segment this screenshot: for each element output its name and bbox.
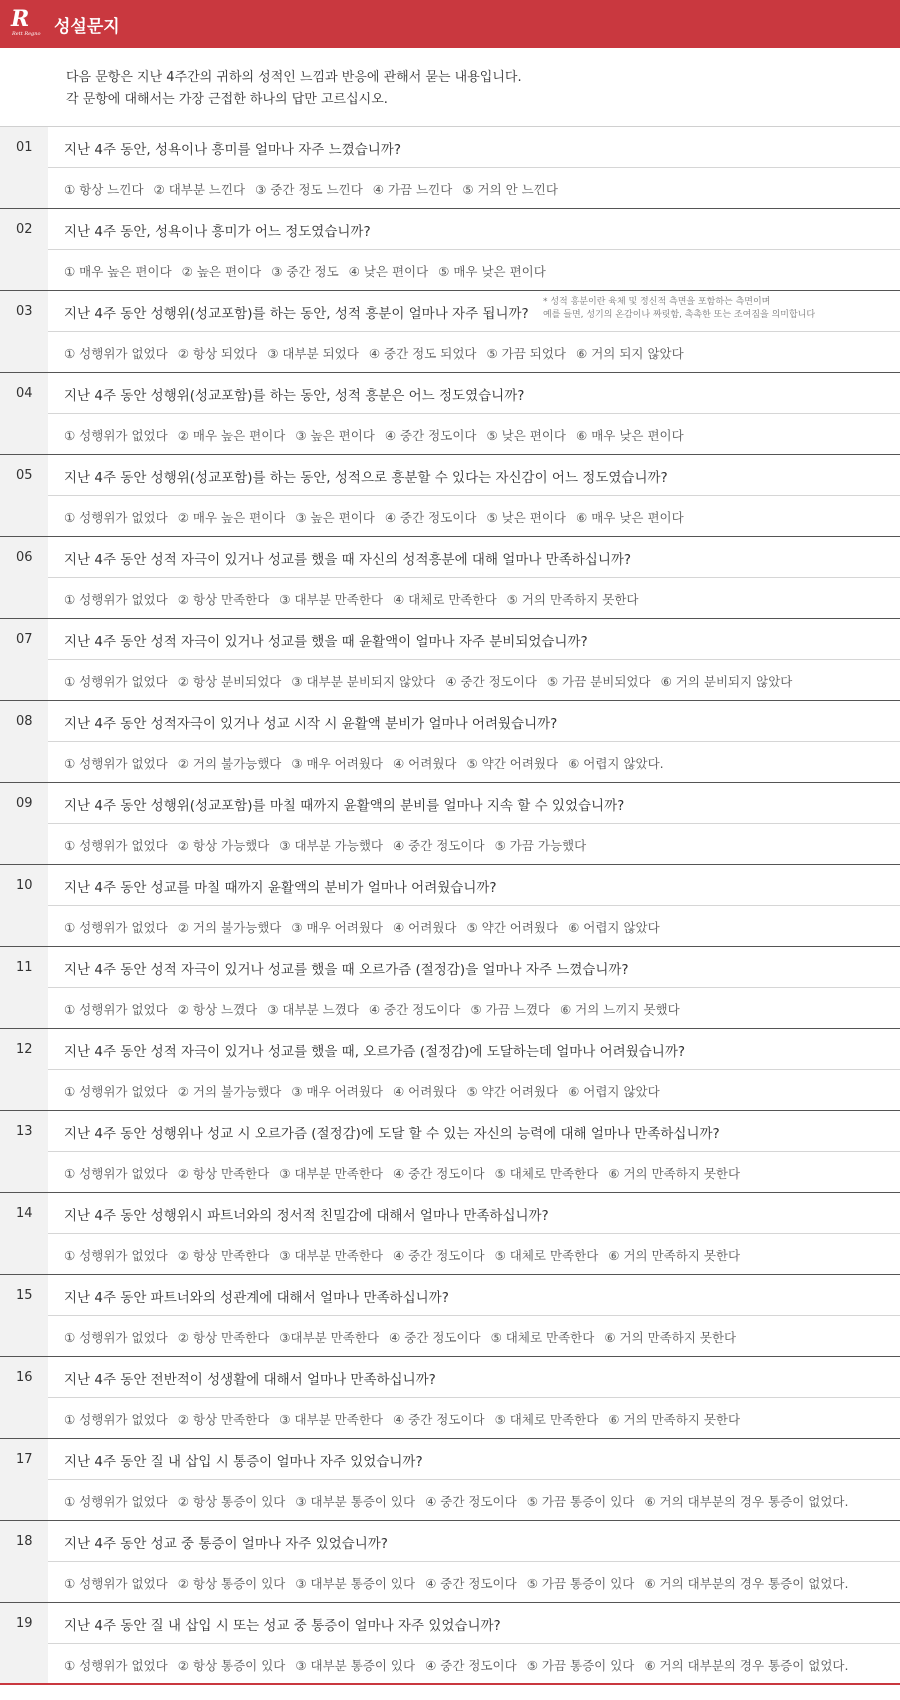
question-row [0,619,900,701]
answer-option[interactable]: ⑥ 매우 낮은 편이다 [576,428,684,443]
answer-option[interactable]: ⑥ 거의 대부분의 경우 통증이 없었다. [644,1576,849,1591]
answer-options [48,414,900,454]
question-body [48,1603,900,1683]
answer-option[interactable]: ① 성행위가 없었다 [64,592,168,607]
answer-option[interactable]: ⑥ 거의 만족하지 못한다 [608,1412,741,1427]
question-row [0,1029,900,1111]
answer-option[interactable]: ① 매우 높은 편이다 [64,264,172,279]
answer-option[interactable]: ② 항상 느꼈다 [177,1002,258,1017]
answer-option[interactable]: ⑥ 어렵지 않았다 [568,1084,660,1099]
question-body [48,1439,900,1520]
answer-option[interactable]: ① 성행위가 없었다 [64,1084,168,1099]
question-body [48,1111,900,1192]
question-body [48,1357,900,1438]
question-number: 19 [0,1603,48,1683]
answer-option[interactable]: ⑥ 거의 대부분의 경우 통증이 없었다. [644,1494,849,1509]
answer-option[interactable]: ⑥ 거의 대부분의 경우 통증이 없었다. [644,1658,849,1673]
answer-options [48,906,900,946]
answer-option[interactable]: ③ 대부분 분비되지 않았다 [291,674,436,689]
answer-option[interactable]: ④ 어려웠다 [392,920,457,935]
answer-option[interactable]: ⑥ 거의 되지 않았다 [576,346,684,361]
answer-options [48,496,900,536]
question-list [0,127,900,1685]
answer-options [48,1480,900,1520]
answer-options [48,988,900,1028]
answer-option[interactable]: ④ 중간 정도이다 [425,1576,517,1591]
answer-option[interactable]: ③ 대부분 통증이 있다 [295,1494,416,1509]
question-row [0,1439,900,1521]
intro-line-1: 다음 문항은 지난 4주간의 귀하의 성적인 느낌과 반응에 관해서 묻는 내용입니다. [66,70,522,85]
question-row [0,865,900,947]
answer-option[interactable]: ⑤ 가끔 되었다 [486,346,567,361]
answer-option[interactable]: ③ 대부분 만족한다 [279,1248,383,1263]
answer-option[interactable]: ② 매우 높은 편이다 [177,428,286,443]
answer-option[interactable]: ⑤ 약간 어려웠다 [466,756,559,771]
question-number: 16 [0,1357,48,1438]
question-number: 12 [0,1029,48,1110]
answer-option[interactable]: ② 거의 불가능했다 [177,920,282,935]
answer-option[interactable]: ⑤ 낮은 편이다 [486,510,567,525]
answer-option[interactable]: ② 항상 되었다 [177,346,258,361]
answer-option[interactable]: ② 항상 통증이 있다 [177,1494,286,1509]
question-number: 17 [0,1439,48,1520]
answer-option[interactable]: ⑤ 약간 어려웠다 [466,920,559,935]
answer-options [48,1234,900,1274]
question-text: 지난 4주 동안 성적 자극이 있거나 성교를 했을 때, 오르가즘 (절정감)에 도달하는데 얼마나 어려웠습니까? [48,1029,900,1070]
answer-option[interactable]: ④ 중간 정도 되었다 [368,346,477,361]
answer-option[interactable]: ④ 중간 정도이다 [384,510,477,525]
question-number: 15 [0,1275,48,1356]
question-row [0,701,900,783]
question-body [48,373,900,454]
question-number: 09 [0,783,48,864]
question-body [48,947,900,1028]
answer-option[interactable]: ⑤ 가끔 느꼈다 [470,1002,550,1017]
answer-option[interactable]: ④ 중간 정도이다 [392,1412,485,1427]
question-body [48,1521,900,1602]
answer-option[interactable]: ① 성행위가 없었다 [64,756,168,771]
question-number: 08 [0,701,48,782]
answer-options [48,1152,900,1192]
answer-option[interactable]: ④ 중간 정도이다 [425,1658,517,1673]
question-body [48,537,900,618]
answer-option[interactable]: ② 항상 분비되었다 [177,674,282,689]
answer-option[interactable]: ③ 매우 어려웠다 [291,756,383,771]
question-number: 11 [0,947,48,1028]
answer-option[interactable]: ⑥ 어렵지 않았다 [568,920,660,935]
question-body [48,1275,900,1356]
answer-option[interactable]: ② 항상 만족한다 [177,1248,270,1263]
question-body [48,701,900,782]
question-text: 지난 4주 동안 성적자극이 있거나 성교 시작 시 윤활액 분비가 얼마나 어려웠습니까? [48,701,900,742]
answer-option[interactable]: ③ 대부분 되었다 [267,346,359,361]
answer-option[interactable]: ⑥ 매우 낮은 편이다 [576,510,684,525]
question-number: 04 [0,373,48,454]
question-number: 02 [0,209,48,290]
question-row [0,1603,900,1685]
answer-option[interactable]: ① 성행위가 없었다 [64,1002,168,1017]
answer-option[interactable]: ④ 중간 정도이다 [445,674,537,689]
question-row [0,455,900,537]
answer-options [48,1644,900,1684]
answer-option[interactable]: ② 항상 통증이 있다 [177,1658,286,1673]
answer-options [48,1562,900,1602]
question-number: 05 [0,455,48,536]
answer-option[interactable]: ③ 대부분 만족한다 [279,592,383,607]
intro-line-2: 각 문항에 대해서는 가장 근접한 하나의 답만 고르십시오. [66,92,388,107]
answer-option[interactable]: ④ 어려웠다 [392,1084,457,1099]
answer-option[interactable]: ① 성행위가 없었다 [64,1576,168,1591]
question-row [0,127,900,209]
answer-option[interactable]: ① 성행위가 없었다 [64,1412,168,1427]
question-note-line: 예를 들면, 성기의 온감이나 짜릿함, 촉촉한 또는 조여짐을 의미합니다 [543,310,816,320]
answer-option[interactable]: ② 항상 만족한다 [177,1412,270,1427]
answer-option[interactable]: ⑤ 가끔 통증이 있다 [526,1658,635,1673]
answer-option[interactable]: ④ 중간 정도이다 [368,1002,461,1017]
question-note [543,296,815,322]
answer-option[interactable]: ③ 매우 어려웠다 [291,920,383,935]
question-number: 01 [0,127,48,208]
question-body [48,619,900,700]
question-row [0,1521,900,1603]
question-row [0,373,900,455]
answer-options [48,824,900,864]
answer-option[interactable]: ⑤ 가끔 분비되었다 [546,674,651,689]
question-text: 지난 4주 동안 성적 자극이 있거나 성교를 했을 때 윤활액이 얼마나 자주 분비되었습니까? [48,619,900,660]
answer-option[interactable]: ④ 중간 정도이다 [392,838,485,853]
question-number: 07 [0,619,48,700]
answer-option[interactable]: ① 성행위가 없었다 [64,428,168,443]
question-text: 지난 4주 동안 질 내 삽입 시 통증이 얼마나 자주 있었습니까? [48,1439,900,1480]
question-body [48,455,900,536]
answer-option[interactable]: ② 매우 높은 편이다 [177,510,286,525]
question-text: 지난 4주 동안 성행위나 성교 시 오르가즘 (절정감)에 도달 할 수 있는 자신의 능력에 대해 얼마나 만족하십니까? [48,1111,900,1152]
answer-option[interactable]: ④ 중간 정도이다 [425,1494,517,1509]
answer-option[interactable]: ⑤ 매우 낮은 편이다 [438,264,546,279]
question-text: 지난 4주 동안 성행위(성교포함)를 하는 동안, 성적으로 흥분할 수 있다는 자신감이 어느 정도였습니까? [48,455,900,496]
answer-option[interactable]: ① 성행위가 없었다 [64,920,168,935]
intro-text [0,48,900,127]
answer-option[interactable]: ③ 대부분 느꼈다 [267,1002,359,1017]
answer-option[interactable]: ⑥ 거의 느끼지 못했다 [559,1002,680,1017]
question-row [0,1111,900,1193]
answer-option[interactable]: ③ 대부분 통증이 있다 [295,1576,416,1591]
question-body [48,127,900,208]
answer-option[interactable]: ⑥ 거의 분비되지 않았다 [660,674,793,689]
question-text: 지난 4주 동안 성행위시 파트너와의 정서적 친밀감에 대해서 얼마나 만족하십니까? [48,1193,900,1234]
answer-option[interactable]: ⑤ 대체로 만족한다 [494,1412,599,1427]
answer-options [48,168,900,208]
answer-option[interactable]: ① 성행위가 없었다 [64,1248,168,1263]
answer-option[interactable]: ① 성행위가 없었다 [64,674,168,689]
answer-options [48,1070,900,1110]
answer-options [48,250,900,290]
question-row [0,209,900,291]
question-text: 지난 4주 동안 성행위(성교포함)를 하는 동안, 성적 흥분이 얼마나 자주 됩니까? [48,291,900,332]
brand-logo [8,7,42,41]
answer-option[interactable]: ③ 대부분 통증이 있다 [295,1658,416,1673]
question-body [48,783,900,864]
answer-option[interactable]: ④ 중간 정도이다 [392,1248,485,1263]
answer-option[interactable]: ⑥ 어렵지 않았다. [568,756,664,771]
question-text: 지난 4주 동안 파트너와의 성관계에 대해서 얼마나 만족하십니까? [48,1275,900,1316]
answer-option[interactable]: ③ 대부분 만족한다 [279,1166,383,1181]
answer-option[interactable]: ① 성행위가 없었다 [64,346,168,361]
question-number: 03 [0,291,48,372]
question-row [0,1357,900,1439]
logo-monogram: R [11,6,24,32]
answer-option[interactable]: ② 항상 만족한다 [177,592,270,607]
answer-option[interactable]: ④ 가끔 느낀다 [372,182,453,197]
answer-option[interactable]: ⑤ 거의 만족하지 못한다 [506,592,639,607]
answer-option[interactable]: ② 항상 통증이 있다 [177,1576,286,1591]
question-row [0,537,900,619]
answer-option[interactable]: ⑤ 대체로 만족한다 [494,1166,599,1181]
answer-option[interactable]: ② 거의 불가능했다 [177,1084,282,1099]
answer-option[interactable]: ⑤ 대체로 만족한다 [494,1248,599,1263]
answer-option[interactable]: ③ 대부분 가능했다 [279,838,383,853]
question-row [0,1193,900,1275]
question-body [48,1029,900,1110]
answer-option[interactable]: ⑥ 거의 만족하지 못한다 [604,1330,737,1345]
logo-subtext: Rett Regno [12,31,41,37]
answer-option[interactable]: ③ 중간 정도 느낀다 [255,182,363,197]
question-body [48,865,900,946]
question-number: 10 [0,865,48,946]
answer-option[interactable]: ② 항상 만족한다 [177,1330,270,1345]
question-text: 지난 4주 동안 질 내 삽입 시 또는 성교 중 통증이 얼마나 자주 있었습니까? [48,1603,900,1644]
answer-options [48,1398,900,1438]
question-row [0,947,900,1029]
question-number: 06 [0,537,48,618]
question-text: 지난 4주 동안 성행위(성교포함)를 마칠 때까지 윤활액의 분비를 얼마나 지속 할 수 있었습니까? [48,783,900,824]
answer-option[interactable]: ⑥ 거의 만족하지 못한다 [608,1248,741,1263]
answer-option[interactable]: ③ 중간 정도 [271,264,339,279]
answer-option[interactable]: ① 성행위가 없었다 [64,1494,168,1509]
question-body [48,209,900,290]
answer-option[interactable]: ⑤ 거의 안 느낀다 [462,182,558,197]
page-title: 성설문지 [54,16,120,37]
answer-options [48,660,900,700]
answer-options [48,742,900,782]
page-header [0,0,900,48]
answer-option[interactable]: ④ 대체로 만족한다 [392,592,497,607]
answer-option[interactable]: ② 높은 편이다 [181,264,262,279]
question-row [0,1275,900,1357]
question-text: 지난 4주 동안, 성욕이나 흥미를 얼마나 자주 느꼈습니까? [48,127,900,168]
question-body [48,291,900,372]
answer-option[interactable]: ④ 중간 정도이다 [389,1330,481,1345]
answer-option[interactable]: ① 성행위가 없었다 [64,1658,168,1673]
question-body [48,1193,900,1274]
answer-option[interactable]: ② 거의 불가능했다 [177,756,282,771]
question-number: 13 [0,1111,48,1192]
answer-option[interactable]: ④ 중간 정도이다 [384,428,477,443]
answer-option[interactable]: ⑤ 낮은 편이다 [486,428,567,443]
answer-option[interactable]: ⑤ 약간 어려웠다 [466,1084,559,1099]
answer-option[interactable]: ④ 중간 정도이다 [392,1166,485,1181]
question-note-line: * 성적 흥분이란 육체 및 정신적 측면을 포함하는 측면이며 [543,297,771,307]
answer-option[interactable]: ③ 높은 편이다 [295,428,375,443]
question-text: 지난 4주 동안 성적 자극이 있거나 성교를 했을 때 자신의 성적흥분에 대해 얼마나 만족하십니까? [48,537,900,578]
question-text: 지난 4주 동안, 성욕이나 흥미가 어느 정도였습니까? [48,209,900,250]
question-text: 지난 4주 동안 성적 자극이 있거나 성교를 했을 때 오르가즘 (절정감)을 얼마나 자주 느꼈습니까? [48,947,900,988]
question-row [0,783,900,865]
question-text: 지난 4주 동안 성교를 마칠 때까지 윤활액의 분비가 얼마나 어려웠습니까? [48,865,900,906]
answer-option[interactable]: ② 대부분 느낀다 [153,182,246,197]
answer-option[interactable]: ③ 높은 편이다 [295,510,375,525]
answer-options [48,578,900,618]
answer-option[interactable]: ⑤ 가끔 통증이 있다 [526,1494,635,1509]
answer-option[interactable]: ③ 매우 어려웠다 [291,1084,383,1099]
answer-option[interactable]: ⑤ 가끔 가능했다 [494,838,587,853]
answer-option[interactable]: ⑥ 거의 만족하지 못한다 [608,1166,741,1181]
answer-option[interactable]: ⑤ 대체로 만족한다 [490,1330,595,1345]
answer-option[interactable]: ① 성행위가 없었다 [64,838,168,853]
answer-options [48,332,900,372]
answer-option[interactable]: ① 성행위가 없었다 [64,510,168,525]
answer-option[interactable]: ① 성행위가 없었다 [64,1166,168,1181]
question-text: 지난 4주 동안 성교 중 통증이 얼마나 자주 있었습니까? [48,1521,900,1562]
answer-option[interactable]: ② 항상 가능했다 [177,838,270,853]
question-row [0,291,900,373]
answer-option[interactable]: ③대부분 만족한다 [279,1330,380,1345]
question-text: 지난 4주 동안 전반적이 성생활에 대해서 얼마나 만족하십니까? [48,1357,900,1398]
question-number: 18 [0,1521,48,1602]
answer-option[interactable]: ④ 어려웠다 [392,756,457,771]
answer-option[interactable]: ① 항상 느낀다 [64,182,144,197]
answer-option[interactable]: ② 항상 만족한다 [177,1166,270,1181]
question-number: 14 [0,1193,48,1274]
answer-option[interactable]: ③ 대부분 만족한다 [279,1412,383,1427]
answer-option[interactable]: ⑤ 가끔 통증이 있다 [526,1576,635,1591]
answer-option[interactable]: ④ 낮은 편이다 [348,264,429,279]
question-text: 지난 4주 동안 성행위(성교포함)를 하는 동안, 성적 흥분은 어느 정도였습니까? [48,373,900,414]
answer-options [48,1316,900,1356]
answer-option[interactable]: ① 성행위가 없었다 [64,1330,168,1345]
